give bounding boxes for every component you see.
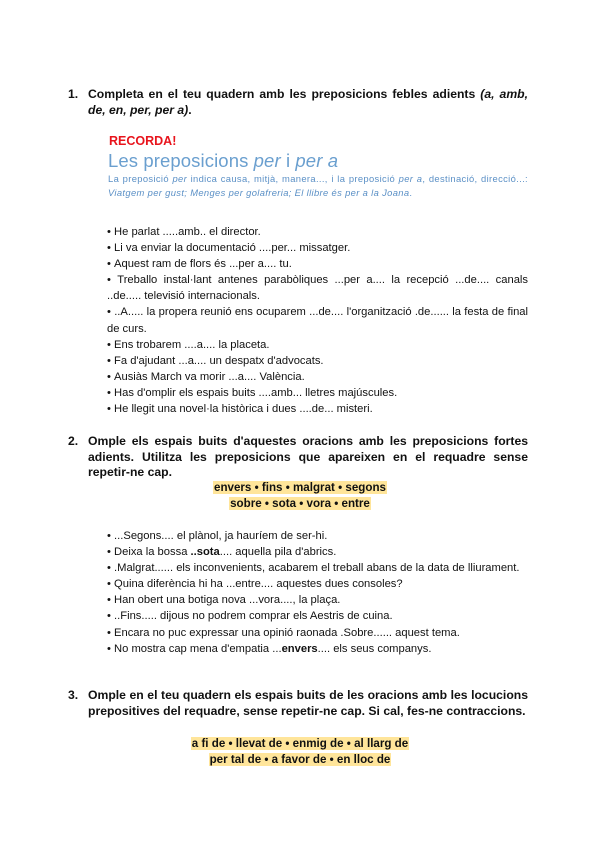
list-item: • ...Segons.... el plànol, ja hauríem de ser-hi. [107,528,528,544]
recorda-explanation: La preposició per indica causa, mitjà, manera..., i la preposició per a, destinació, direcció...: Viatgem per gust; Menges per golafreria; El llibre és per a la Joana. [108,173,528,198]
list-item: • Quina diferència hi ha ...entre.... aquestes dues consoles? [107,576,528,592]
list-item: • Aquest ram de flors és ...per a.... tu. [107,256,528,272]
exercise-2-list [107,528,528,657]
box-line: per tal de • a favor de • en lloc de [209,753,391,766]
list-item: • Treballo instal·lant antenes parabòliques ...per a.... la recepció ...de.... canals ..de..... televisió internacionals. [107,272,528,304]
box-line: a fi de • llevat de • enmig de • al llarg de [191,737,409,750]
exercise-2-instruction: Omple els espais buits d'aquestes oracions amb les preposicions fortes adients. Utilitza les preposicions que apareixen en el requadre sense repetir-ne cap. [88,434,528,480]
prepositional-phrases-box [0,736,600,768]
list-item: • Deixa la bossa ..sota.... aquella pila d'abrics. [107,544,528,560]
list-item: • ..Fins..... dijous no podrem comprar els Aestris de cuina. [107,608,528,624]
list-item: • He llegit una novel·la històrica i dues ....de... misteri. [107,401,528,417]
exercise-1-header [68,87,528,118]
list-item: • No mostra cap mena d'empatia ...envers.... els seus companys. [107,641,528,657]
list-item: • Ens trobarem ....a.... la placeta. [107,337,528,353]
exercise-1-instruction: Completa en el teu quadern amb les preposicions febles adients (a, amb, de, en, per, per a). [88,87,528,117]
exercise-2-number: 2. [68,434,79,448]
list-item: • Has d'omplir els espais buits ....amb... lletres majúscules. [107,385,528,401]
exercise-1-number: 1. [68,87,79,101]
box-line: envers • fins • malgrat • segons [214,481,386,494]
list-item: • ..A..... la propera reunió ens ocuparem ...de.... l'organització .de...... la festa de final de curs. [107,304,528,336]
list-item: • .Malgrat...... els inconvenients, acabarem el treball abans de la data de lliurament. [107,560,528,576]
list-item: • Ausiàs March va morir ...a.... València. [107,369,528,385]
strong-prepositions-box [0,480,600,512]
exercise-3-instruction: Omple en el teu quadern els espais buits de les oracions amb les locucions prepositives del requadre, sense repetir-ne cap. Si cal, fes-ne contraccions. [88,688,528,718]
recorda-title: Les preposicions per i per a [108,150,339,171]
list-item: • He parlat .....amb.. el director. [107,224,528,240]
recorda-label: RECORDA! [109,134,177,148]
list-item: • Han obert una botiga nova ...vora...., la plaça. [107,592,528,608]
box-line: sobre • sota • vora • entre [230,497,370,510]
exercise-3-header [68,688,528,719]
list-item: • Encara no puc expressar una opinió raonada .Sobre...... aquest tema. [107,625,528,641]
exercise-2-header [68,434,528,481]
list-item: • Li va enviar la documentació ....per... missatger. [107,240,528,256]
exercise-1-list [107,224,528,417]
list-item: • Fa d'ajudant ...a.... un despatx d'advocats. [107,353,528,369]
exercise-3-number: 3. [68,688,79,702]
